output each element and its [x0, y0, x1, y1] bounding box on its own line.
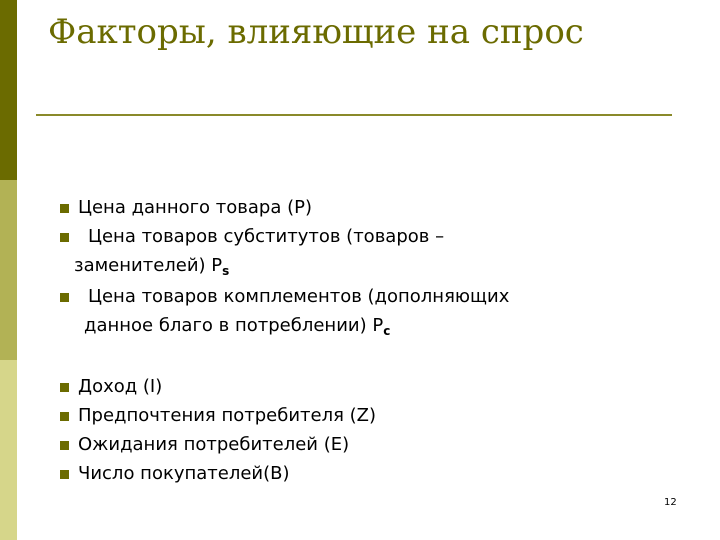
list-item-text: Предпочтения потребителя (Z)	[78, 405, 377, 426]
side-bar-medium	[0, 180, 17, 360]
page-number: 12	[664, 497, 677, 508]
list-item-income	[58, 372, 698, 401]
list-item-text: Цена товаров субститутов (товаров –	[88, 226, 445, 247]
list-item-text: данное благо в потреблении) Р	[84, 315, 384, 336]
list-item-text: Цена товаров комплементов (дополняющих	[88, 286, 510, 307]
side-bar-light	[0, 360, 17, 540]
square-bullet-icon	[60, 470, 69, 479]
square-bullet-icon	[60, 412, 69, 421]
list-item-expectations	[58, 430, 698, 459]
subscript-label: c	[383, 324, 391, 338]
list-item-continuation	[74, 251, 698, 282]
list-item-preferences	[58, 401, 698, 430]
list-item-complements	[58, 282, 698, 342]
slide-title: Факторы, влияющие на спрос	[48, 12, 584, 52]
bullet-list	[58, 193, 698, 488]
list-item-substitutes	[58, 222, 698, 282]
subscript-label: s	[222, 264, 230, 278]
list-item-own-price	[58, 193, 698, 222]
square-bullet-icon	[60, 383, 69, 392]
square-bullet-icon	[60, 204, 69, 213]
list-item-text: Доход (I)	[78, 376, 163, 397]
list-item-text: заменителей) Р	[74, 255, 223, 276]
group-spacer	[58, 342, 698, 372]
list-item-buyers	[58, 459, 698, 488]
list-item-text: Ожидания потребителей (E)	[78, 434, 350, 455]
square-bullet-icon	[60, 293, 69, 302]
square-bullet-icon	[60, 441, 69, 450]
list-item-continuation	[84, 311, 698, 342]
title-divider	[36, 114, 672, 116]
square-bullet-icon	[60, 233, 69, 242]
side-bar-dark	[0, 0, 17, 180]
list-item-text: Число покупателей(B)	[78, 463, 290, 484]
list-item-text: Цена данного товара (Р)	[78, 197, 312, 218]
